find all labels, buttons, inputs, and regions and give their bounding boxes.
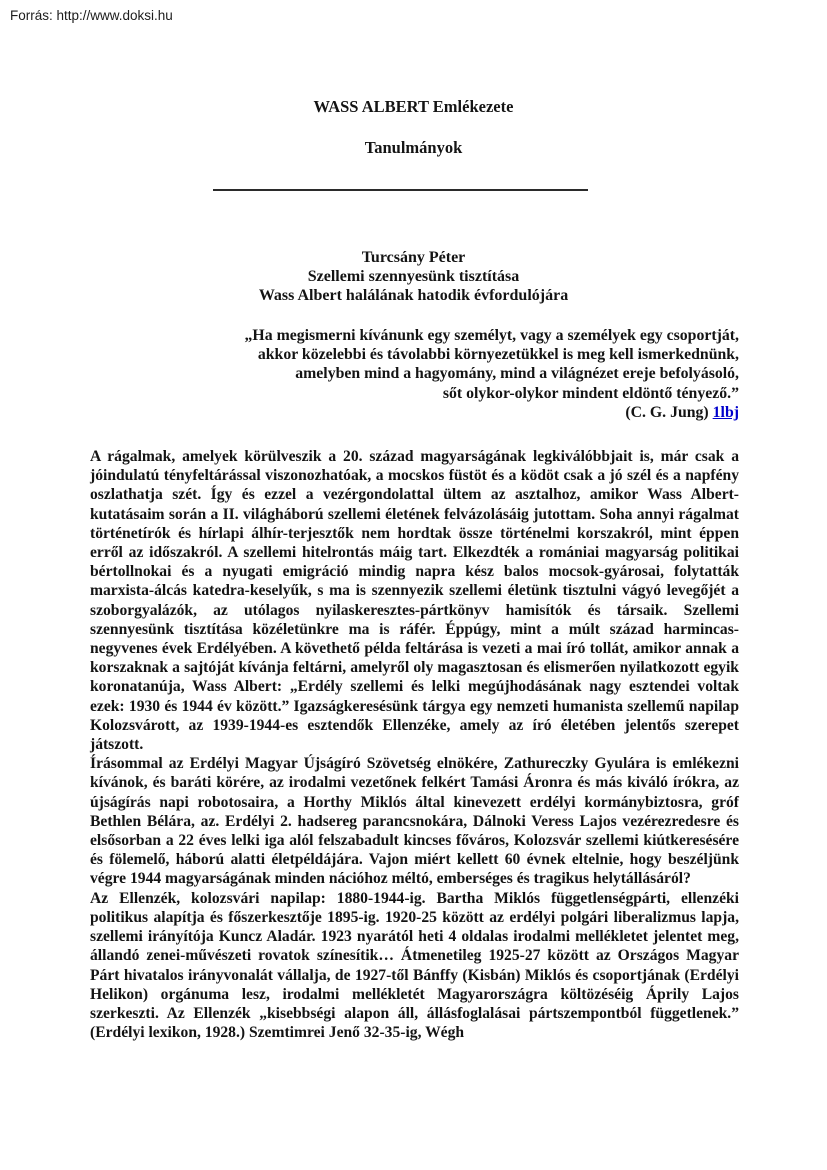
source-url-note: Forrás: http://www.doksi.hu <box>10 8 173 23</box>
article-title: Szellemi szennyesünk tisztítása <box>307 268 520 285</box>
quote-attribution-line <box>120 403 739 422</box>
epigraph-quote <box>120 326 739 422</box>
quote-line: amelyben mind a hagyomány, mind a világnézet ereje befolyásoló, <box>295 365 739 383</box>
body-paragraph: Az Ellenzék, kolozsvári napilap: 1880-1944-ig. Bartha Miklós függetlenségpárti, ellenzéki politikus alapítja és főszerkesztője 1895-ig. 1920-25 között az erdélyi polgári liberalizmus lapja, szellemi irányítója Kuncz Aladár. 1923 nyarától heti 4 oldalas irodalmi mellékletet jelentet meg, állandó zenei-művészeti rovatok színesítik… Átmenetileg 1925-27 között az Országos Magyar Párt hivatalos irányvonalát vállalja, de 1927-től Bánffy (Kisbán) Miklós és csoportjának (Erdélyi Helikon) orgánuma lesz, irodalmi mellékletét Magyarországra költözéséig Áprily Lajos szerkeszti. Az Ellenzék „kisebbségi alapon áll, állásfoglalásai pártszempontból függetlenek.” (Erdélyi lexikon, 1928.) Szemtimrei Jenő 32-35-ig, Wégh <box>90 889 739 1042</box>
article-author: Turcsány Péter <box>361 249 466 266</box>
article-body <box>90 447 739 1042</box>
article-subtitle: Wass Albert halálának hatodik évfordulójára <box>258 287 569 304</box>
body-paragraph: Írásommal az Erdélyi Magyar Újságíró Szövetség elnökére, Zathureczky Gyulára is emlékezni kívánok, és baráti körére, az irodalmi vezetőnek felkért Tamási Áronra és más kiváló írókra, az újságírás napi robotosaira, a Horthy Miklós által kinevezett erdélyi kormánybiztosra, gróf Bethlen Bélára, az. Erdélyi 2. hadsereg parancsnokára, Dálnoki Veress Lajos vezérezredesre és elsősorban a 22 éves lelki iga alól felszabadult kincses főváros, Kolozsvár szellemi kiútkeresésére és fölemelő, háború alatti életpéldájára. Vajon miért kellett 60 évnek eltelnie, hogy beszéljünk végre 1944 magyarságának minden nációhoz méltó, emberséges és tragikus helytállásáról? <box>90 755 739 888</box>
document-title: WASS ALBERT Emlékezete <box>313 97 514 116</box>
article-heading-block <box>0 248 827 305</box>
document-subtitle: Tanulmányok <box>364 138 463 157</box>
quote-line: akkor közelebbi és távolabbi környezetükkel is meg kell ismerkednünk, <box>257 346 739 364</box>
quote-line: „Ha megismerni kívánunk egy személyt, vagy a személyek egy csoportját, <box>244 327 739 344</box>
divider-line <box>213 189 588 191</box>
quote-attribution: (C. G. Jung) <box>625 403 709 421</box>
quote-line: sőt olykor-olykor mindent eldöntő tényező.” <box>442 384 739 402</box>
body-paragraph: A rágalmak, amelyek körülveszik a 20. század magyarságának legkiválóbbjait is, már csak a jóindulatú tényfeltárással viszonozhatóak, a mocskos füstöt és a ködöt csak a jó szél és a napfény oszlathatja szét. Így és ezzel a vezérgondolattal ültem az asztalhoz, amikor Wass Albert-kutatásaim során a II. világháború szellemi életének felvázolásáig jutottam. Soha annyi rágalmat történetírók és hírlapi álhír-terjesztők nem hordtak össze történelmi korszakról, mint éppen erről az időszakról. A szellemi hitelrontás máig tart. Elkezdték a romániai magyarság politikai bértollnokai és a nyugati emigráció mindig napra kész balos mocsok-gyárosai, folytatták marxista-álcás katedra-keselyűk, s ma is szennyezik szellemi életünk tisztulni vágyó levegőjét a szoborgyalázók, az utólagos nyilaskeresztes-pártkönyv hamisítók és társaik. Szellemi szennyesünk tisztítása közéletünkre ma is ráfér. Éppúgy, mint a múlt század harmincas-negyvenes évek Erdélyében. A követhető példa feltárása is vezeti a mai író tollát, amikor annak a korszaknak a sajtóját kívánja feltárni, amelyről oly magasztosan és elismerően nyilatkozott egyik koronatanúja, Wass Albert: „Erdély szellemi és lelki megújhodásának nagy esztendei voltak ezek: 1930 és 1944 év között.” Igazságkeresésünk tárgya egy nemzeti humanista szellemű napilap Kolozsvárott, az 1939-1944-es esztendők Ellenzéke, amely az író életében jelentős szerepet játszott. <box>90 448 739 754</box>
footnote-link[interactable]: 1lbj <box>712 403 739 421</box>
